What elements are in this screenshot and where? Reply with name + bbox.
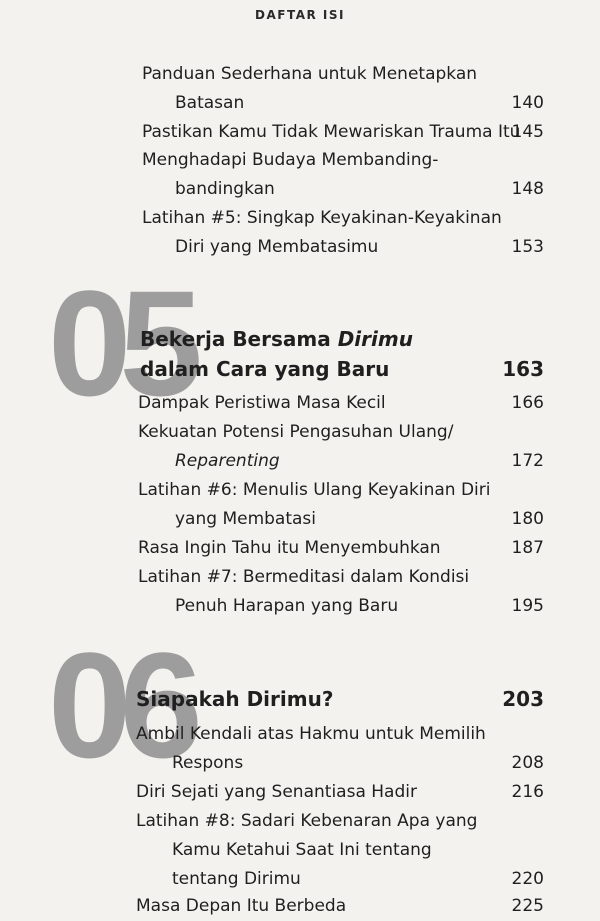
running-header: DAFTAR ISI [255,8,345,22]
toc-entry-page: 208 [511,753,544,773]
toc-entry-title-cont: Reparenting [175,451,280,471]
chapter-page: 203 [502,687,544,711]
toc-entry-page: 225 [511,896,544,916]
toc-entry-title: Latihan #6: Menulis Ulang Keyakinan Diri [138,480,491,500]
toc-entry-title: Latihan #5: Singkap Keyakinan-Keyakinan [142,208,502,228]
toc-entry-title: Kekuatan Potensi Pengasuhan Ulang/ [138,422,454,442]
toc-entry-page: 148 [511,179,544,199]
toc-entry-title-cont: Penuh Harapan yang Baru [175,596,399,616]
toc-entry-page: 195 [511,596,544,616]
chapter-title-text: Bekerja Bersama [140,327,338,351]
toc-entry-title: Diri Sejati yang Senantiasa Hadir [136,782,417,802]
toc-entry-title: Masa Depan Itu Berbeda [136,896,347,916]
toc-entry-page: 187 [511,538,544,558]
toc-entry-title: Panduan Sederhana untuk Menetapkan [142,64,478,84]
toc-entry-title-cont: Batasan [175,93,245,113]
toc-entry-page: 216 [511,782,544,802]
chapter-title-line2: dalam Cara yang Baru [140,357,390,381]
toc-entry-title: Menghadapi Budaya Membanding- [142,150,439,170]
toc-entry-page: 220 [511,869,544,889]
toc-entry-title: Dampak Peristiwa Masa Kecil [138,393,386,413]
toc-entry-page: 180 [511,509,544,529]
chapter-number-06: 06 [48,621,191,789]
toc-entry-title-cont: tentang Dirimu [172,869,301,889]
toc-entry-page: 166 [511,393,544,413]
toc-entry-title: Pastikan Kamu Tidak Mewariskan Trauma Itu [142,122,521,142]
chapter-title-italic: Dirimu [337,327,413,351]
chapter-number-05: 05 [48,259,191,427]
toc-entry-page: 172 [511,451,544,471]
chapter-title-line1 [140,324,413,354]
toc-entry-page: 140 [511,93,544,113]
toc-entry-title-cont: yang Membatasi [175,509,317,529]
toc-entry-title: Latihan #7: Bermeditasi dalam Kondisi [138,567,470,587]
toc-entry-title-cont: Respons [172,753,244,773]
toc-entry-title: Rasa Ingin Tahu itu Menyembuhkan [138,538,441,558]
toc-entry-title-cont: Diri yang Membatasimu [175,237,379,257]
chapter-page: 163 [502,357,544,381]
chapter-title-line1: Siapakah Dirimu? [136,687,334,711]
toc-entry-page: 145 [511,122,544,142]
toc-entry-title: Ambil Kendali atas Hakmu untuk Memilih [136,724,486,744]
toc-entry-title-cont: Kamu Ketahui Saat Ini tentang [172,840,432,860]
toc-entry-page: 153 [511,237,544,257]
toc-entry-title: Latihan #8: Sadari Kebenaran Apa yang [136,811,478,831]
toc-entry-title-cont: bandingkan [175,179,275,199]
